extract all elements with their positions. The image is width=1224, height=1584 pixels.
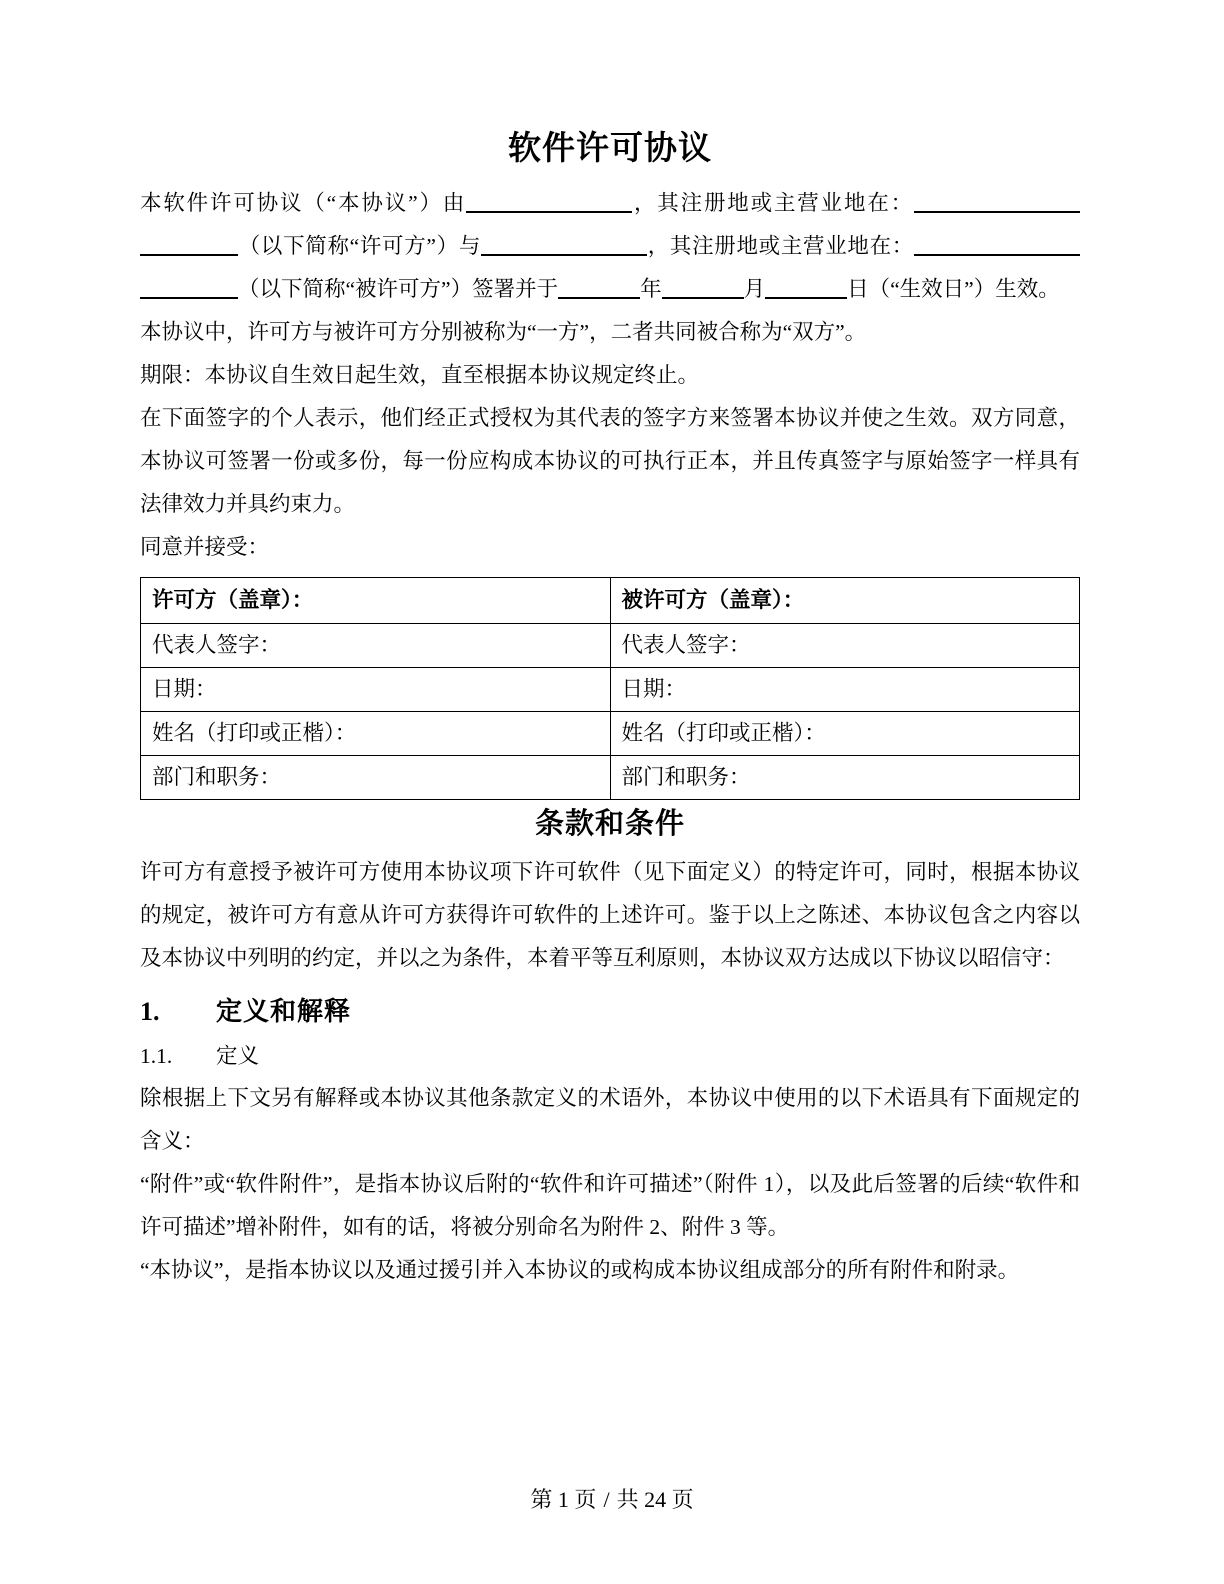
accept-paragraph: 同意并接受： bbox=[140, 534, 270, 559]
intro-line1-a: 本软件许可协议（“本协议”）由 bbox=[140, 190, 467, 215]
terms-and-conditions-heading: 条款和条件 bbox=[534, 807, 685, 840]
section-1-1-number: 1.1. bbox=[140, 1044, 173, 1069]
table-row bbox=[141, 711, 1080, 755]
definition-attachment-paragraph: “附件”或“软件附件”，是指本协议后附的“软件和许可描述”（附件 1），以及此后签署的后续“软件和许可描述”增补附件，如有的话，将被分别命名为附件 2、附件 3 等。 bbox=[140, 1172, 1080, 1240]
licensor-date-label: 日期： bbox=[141, 667, 611, 711]
licensor-seal-label: 许可方（盖章）： bbox=[141, 577, 611, 623]
intro-line2-b: ，其注册地或主营业地在： bbox=[647, 233, 914, 258]
blank-day bbox=[765, 275, 847, 299]
intro-month: 月 bbox=[743, 276, 766, 301]
section-1-1-title: 定义 bbox=[216, 1044, 260, 1069]
footer-page-number: 第 1 页 bbox=[530, 1487, 597, 1512]
intro-line1-b: ，其注册地或主营业地在： bbox=[632, 190, 914, 215]
definitions-intro-paragraph: 除根据上下文另有解释或本协议其他条款定义的术语外，本协议中使用的以下术语具有下面规定的含义： bbox=[140, 1086, 1080, 1154]
footer-separator: / bbox=[603, 1487, 610, 1512]
page-footer bbox=[0, 1486, 1224, 1515]
table-row bbox=[141, 577, 1080, 623]
table-row bbox=[141, 667, 1080, 711]
licensee-department-label: 部门和职务： bbox=[610, 755, 1080, 799]
blank-year bbox=[558, 275, 640, 299]
page-title: 软件许可协议 bbox=[508, 131, 712, 167]
blank-licensor-name bbox=[466, 189, 632, 213]
blank-month bbox=[662, 275, 744, 299]
page-content bbox=[140, 128, 1080, 1292]
intro-year: 年 bbox=[640, 276, 662, 301]
licensor-signature-label: 代表人签字： bbox=[141, 623, 611, 667]
licensee-signature-label: 代表人签字： bbox=[610, 623, 1080, 667]
recital-paragraph: 许可方有意授予被许可方使用本协议项下许可软件（见下面定义）的特定许可，同时，根据本协议的规定，被许可方有意从许可方获得许可软件的上述许可。鉴于以上之陈述、本协议包含之内容以及本协议中列明的约定，并以之为条件，本着平等互利原则，本协议双方达成以下协议以昭信守： bbox=[140, 860, 1080, 971]
term-paragraph: 期限：本协议自生效日起生效，直至根据本协议规定终止。 bbox=[140, 362, 700, 387]
parties-paragraph: 本协议中，许可方与被许可方分别被称为“一方”，二者共同被合称为“双方”。 bbox=[140, 319, 867, 344]
blank-licensee-address bbox=[914, 232, 1080, 256]
section-1-heading bbox=[140, 990, 1080, 1034]
execution-paragraph: 在下面签字的个人表示，他们经正式授权为其代表的签字方来签署本协议并使之生效。双方同意，本协议可签署一份或多份，每一份应构成本协议的可执行正本，并且传真签字与原始签字一样具有法律效力并具约束力。 bbox=[140, 405, 1080, 516]
intro-line2-a: （以下简称“许可方”）与 bbox=[238, 233, 482, 258]
blank-licensor-address-cont bbox=[140, 232, 238, 256]
licensee-date-label: 日期： bbox=[610, 667, 1080, 711]
blank-licensee-name bbox=[481, 232, 647, 256]
section-1-1-heading bbox=[140, 1036, 1080, 1077]
intro-day: 日（“生效日”）生效。 bbox=[847, 276, 1060, 301]
blank-licensor-address bbox=[914, 189, 1080, 213]
table-row bbox=[141, 623, 1080, 667]
blank-licensee-address-cont bbox=[140, 275, 238, 299]
footer-total-pages: 共 24 页 bbox=[616, 1487, 694, 1512]
definition-agreement-paragraph: “本协议”，是指本协议以及通过援引并入本协议的或构成本协议组成部分的所有附件和附录。 bbox=[140, 1258, 1020, 1283]
section-1-number: 1. bbox=[140, 997, 160, 1027]
licensee-seal-label: 被许可方（盖章）： bbox=[610, 577, 1080, 623]
licensor-name-label: 姓名（打印或正楷）： bbox=[141, 711, 611, 755]
licensor-department-label: 部门和职务： bbox=[141, 755, 611, 799]
intro-paragraph bbox=[140, 182, 1080, 311]
section-1-title: 定义和解释 bbox=[216, 997, 352, 1027]
licensee-name-label: 姓名（打印或正楷）： bbox=[610, 711, 1080, 755]
intro-line3-a: （以下简称“被许可方”）签署并于 bbox=[238, 276, 559, 301]
table-row bbox=[141, 755, 1080, 799]
signature-table bbox=[140, 577, 1080, 800]
